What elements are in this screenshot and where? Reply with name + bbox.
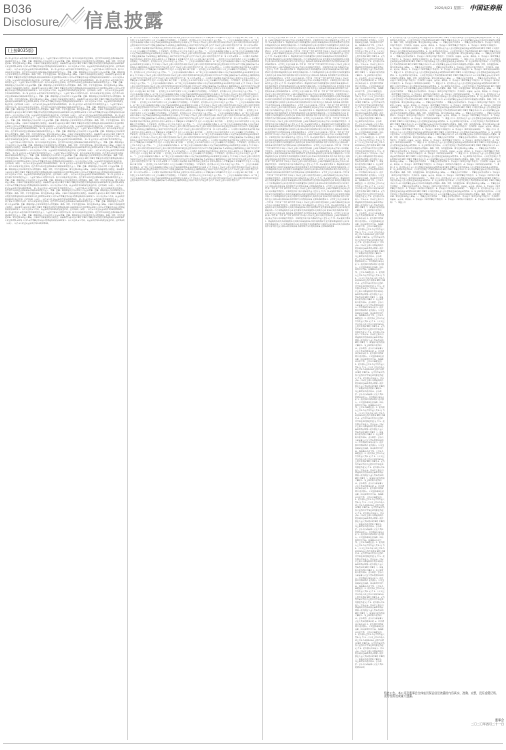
- column-text: 第二节 公司基本情况 一、公司简介 股票简称 股票代码 股票上市交易所 联系人和联系方式 董事会秘书 证券事务代表 姓名 办公地址 电话 电子信箱 二、报告期主要业务或产品简介 公司主要从事相关产品的研发、生产和销售，报告期内公司主营业务未发生重大变化。三、主要会计数据和财务指标 1、近三年主要会计数据和财务指标 公司是否需追溯调整或重述以前年度会计数据 是 否 营业收入 归属于上市公司股东的净利润 归属于上市公司股东的扣除非经常性损益的净利润 经营活动产生的现金流量净额 基本每股收益 稀释每股收益 加权平均净资产收益率 总资产 归属于上市公司股东的净资产 第二节 公司基本情况 一、公司简介 股票简称 股票代码 股票上市交易所 联系人和联系方式 董事会秘书 证券事务代表 姓名 办公地址 电话 电子信箱 二、报告期主要业务或产品简介 公司主要从事相关产品的研发、生产和销售，报告期内公司主营业务未发生重大变化。三、主要会计数据和财务指标 1、近三年主要会计数据和财务指标 公司是否需追溯调整或重述以前年度会计数据 是 否 营业收入 归属于上市公司股东的净利润 归属于上市公司股东的扣除非经常性损益的净利润 经营活动产生的现金流量净额 基本每股收益 稀释每股收益 加权平均净资产收益率 总资产 归属于上市公司股东的净资产 第二节 公司基本情况 一、公司简介 股票简称 股票代码 股票上市交易所 联系人和联系方式 董事会秘书 证券事务代表 姓名 办公地址 电话 电子信箱 二、报告期主要业务或产品简介 公司主要从事相关产品的研发、生产和销售，报告期内公司主营业务未发生重大变化。三、主要会计数据和财务指标 1、近三年主要会计数据和财务指标 公司是否需追溯调整或重述以前年度会计数据 是 否 营业收入 归属于上市公司股东的净利润 归属于上市公司股东的扣除非经常性损益的净利润 经营活动产生的现金流量净额 基本每股收益 稀释每股收益 加权平均净资产收益率 总资产 归属于上市公司股东的净资产 第二节 公司基本情况 一、公司简介 股票简称 股票代码 股票上市交易所 联系人和联系方式 董事会秘书 证券事务代表 姓名 办公地址 电话 电子信箱 二、报告期主要业务或产品简介 公司主要从事相关产品的研发、生产和销售，报告期内公司主营业务未发生重大变化。三、主要会计数据和财务指标 1、近三年主要会计数据和财务指标 公司是否需追溯调整或重述以前年度会计数据 是 否 营业收入 归属于上市公司股东的净利润 归属于上市公司股东的扣除非经常性损益的净利润 经营活动产生的现金流量净额 基本每股收益 稀释每股收益 加权平均净资产收益率 总资产 归属于上市公司股东的净资产 第二节 公司基本情况 一、公司简介 股票简称 股票代码 股票上市交易所 联系人和联系方式 董事会秘书 证券事务代表 姓名 办公地址 电话 电子信箱 二、报告期主要业务或产品简介 公司主要从事相关产品的研发、生产和销售，报告期内公司主营业务未发生重大变化。三、主要会计数据和财务指标 1、近三年主要会计数据和财务指标 公司是否需追溯调整或重述以前年度会计数据 是 否 营业收入 归属于上市公司股东的净利润 归属于上市公司股东的扣除非经常性损益的净利润 经营活动产生的现金流量净额 基本每股收益 稀释每股收益 加权平均净资产收益率 总资产 归属于上市公司股东的净资产 第二节 公司基本情况 一、公司简介 股票简称 股票代码 股票上市交易所 联系人和联系方式 董事会秘书 证券事务代表 姓名 办公地址 电话 电子信箱 二、报告期主要业务或产品简介 公司主要从事相关产品的研发、生产和销售，报告期内公司主营业务未发生重大变化。三、主要会计数据和财务指标 1、近三年主要会计数据和财务指标 公司是否需追溯调整或重述以前年度会计数据 是 否 营业收入 归属于上市公司股东的净利润 归属于上市公司股东的扣除非经常性损益的净利润 经营活动产生的现金流量净额 基本每股收益 稀释每股收益 加权平均净资产收益率 总资产 归属于上市公司股东的净资产 第二节 公司基本情况 一、公司简介 股票简称 股票代码 股票上市交易所 联系人和联系方式 董事会秘书 证券事务代表 姓名 办公地址 电话 电子信箱 二、报告期主要业务或产品简介 公司主要从事相关产品的研发、生产和销售，报告期内公司主营业务未发生重大变化。三、主要会计数据和财务指标 1、近三年主要会计数据和财务指标 公司是否需追溯调整或重述以前年度会计数据 是 否 营业收入 归属于上市公司股东的净利润 归属于上市公司股东的扣除非经常性损益的净利润 经营活动产生的现金流量净额 基本每股收益 稀释每股收益 加权平均净资产收益率 总资产 归属于上市公司股东的净资产 第二节 公司基本情况 一、公司简介 股票简称 股票代码 股票上市交易所 联系人和联系方式 董事会秘书 证券事务代表 姓名 办公地址 电话 电子信箱 二、报告期主要业务或产品简介 公司主要从事相关产品的研发、生产和销售，报告期内公司主营业务未发生重大变化。三、主要会计数据和财务指标 1、近三年主要会计数据和财务指标 公司是否需追溯调整或重述以前年度会计数据 是 否 营业收入 归属于上市公司股东的净利润 归属于上市公司股东的扣除非经常性损益的净利润 经营活动产生的现金流量净额 基本每股收益 稀释每股收益 加权平均净资产收益率 总资产 归属于上市公司股东的净资产 第二节 公司基本情况 一、公司简介 股票简称 股票代码 股票上市交易所 联系人和联系方式 董事会秘书 证券事务代表 姓名 办公地址 电话 电子信箱 二、报告期主要业务或产品简介 公司主要从事相关产品的研发、生产和销售，报告期内公司主营业务未发生重大变化。三、主要会计数据和财务指标 1、近三年主要会计数据和财务指标 公司是否需追溯调整或重述以前年度会计数据 是 否 营业收入 归属于上市公司股东的净利润 归属于上市公司股东的扣除非经常性损益的净利润 经营活动产生的现金流量净额 基本每股收益 稀释每股收益 加权平均净资产收益率 总资产 归属于上市公司股东的净资产 第二节 公司基本情况 一、公司简介 股票简称 股票代码 股票上市交易所 联系人和联系方式 董事会秘书 证券事务代表 姓名 办公地址 电话 电子信箱 二、报告期主要业务或产品简介 公司主要从事相关产品的研发、生产和销售，报告期内公司主营业务未发生重大变化。三、主要会计数据和财务指标 1、近三年主要会计数据和财务指标 公司是否需追溯调整或重述以前年度会计数据 是 否 营业收入 归属于上市公司股东的净利润 归属于上市公司股东的扣除非经常性损益的净利润 经营活动产生的现金流量净额 基本每股收益 稀释每股收益 加权平均净资产收益率 总资产 归属于上市公司股东的净资产 第二节 公司基本情况 一、公司简介 股票简称 股票代码 股票上市交易所 联系人和联系方式 董事会秘书 证券事务代表 姓名 办公地址 电话 电子信箱 二、报告期主要业务或产品简介 公司主要从事相关产品的研发、生产和销售，报告期内公司主营业务未发生重大变化。三、主要会计数据和财务指标 1、近三年主要会计数据和财务指标 公司是否需追溯调整或重述以前年度会计数据 是 否 营业收入 归属于上市公司股东的净利润 归属于上市公司股东的扣除非经常性损益的净利润 经营活动产生的现金流量净额 基本每股收益 稀释每股收益 加权平均净资产收益率 总资产 归属于上市公司股东的净资产 第二节 公司基本情况 一、公司简介 股票简称 股票代码 股票上市交易所 联系人和联系方式 董事会秘书 证券事务代表 姓名 办公地址 电话 电子信箱 二、报告期主要业务或产品简介 公司主要从事相关产品的研发、生产和销售，报告期内公司主营业务未发生重大变化。三、主要会计数据和财务指标 1、近三年主要会计数据和财务指标 公司是否需追溯调整或重述以前年度会计数据 是 否 营业收入 归属于上市公司股东的净利润 归属于上市公司股东的扣除非经常性损益的净利润 经营活动产生的现金流量净额 基本每股收益 稀释每股收益 加权平均净资产收益率 总资产 归属于上市公司股东的净资产 第二节 公司基本情况 一、公司简介 股票简称 股票代码 股票上市交易所 联系人和联系方式 董事会秘书 证券事务代表 姓名 办公地址 电话 电子信箱 二、报告期主要业务或产品简介 公司主要从事相关产品的研发、生产和销售，报告期内公司主营业务未发生重大变化。三、主要会计数据和财务指标 1、近三年主要会计数据和财务指标 公司是否需追溯调整或重述以前年度会计数据 是 否 营业收入 归属于上市公司股东的净利润 归属于上市公司股东的扣除非经常性损益的净利润 经营活动产生的现金流量净额 基本每股收益 稀释每股收益 加权平均净资产收益率 总资产 归属于上市公司股东的净资产 第二节 公司基本情况 一、公司简介 股票简称 股票代码 股票上市交易所 联系人和联系方式 董事会秘书 证券事务代表 姓名 办公地址 电话 电子信箱 二、报告期主要业务或产品简介 公司主要从事相关产品的研发、生产和销售，报告期内公司主营业务未发生重大变化。三、主要会计数据和财务指标 1、近三年主要会计数据和财务指标 公司是否需追溯调整或重述以前年度会计数据 是 否 营业收入 归属于上市公司股东的净利润 归属于上市公司股东的扣除非经常性损益的净利润 经营活动产生的现金流量净额 基本每股收益 稀释每股收益 加权平均净资产收益率 总资产 归属于上市公司股东的净资产: [130, 37, 260, 183]
- text-column: [263, 37, 353, 740]
- page-body: [3, 37, 503, 740]
- newspaper-logo: 中国证券报: [469, 4, 502, 12]
- header-rule: [3, 34, 503, 35]
- decorative-lines-icon: [58, 6, 86, 28]
- signature-org: 董事会: [494, 718, 504, 722]
- column-text: 第一节 重要提示 本报告摘要来自年度报告全文，为全面了解本公司的经营成果、财务状况及未来发展规划，投资者应当到证监会指定媒体仔细阅读年度报告全文。董事、监事、高级管理人员异议声明 公司全体董事、监事、高级管理人员保证年度报告内容的真实、准确、完整，不存在虚假记载、误导性陈述或重大遗漏，并承担个别和连带的法律责任。非标准审计意见提示 适用 不适用 董事会审议的报告期普通股利润分配预案或公积金转增股本预案 公司经本次董事会审议通过的普通股利润分配预案为：以公司总股本为基数，向全体股东每10股派发现金红利，送红股0股（含税），以资本公积金向全体股东每10股转增0股。 第一节 重要提示 本报告摘要来自年度报告全文，为全面了解本公司的经营成果、财务状况及未来发展规划，投资者应当到证监会指定媒体仔细阅读年度报告全文。董事、监事、高级管理人员异议声明 公司全体董事、监事、高级管理人员保证年度报告内容的真实、准确、完整，不存在虚假记载、误导性陈述或重大遗漏，并承担个别和连带的法律责任。非标准审计意见提示 适用 不适用 董事会审议的报告期普通股利润分配预案或公积金转增股本预案 公司经本次董事会审议通过的普通股利润分配预案为：以公司总股本为基数，向全体股东每10股派发现金红利，送红股0股（含税），以资本公积金向全体股东每10股转增0股。 第一节 重要提示 本报告摘要来自年度报告全文，为全面了解本公司的经营成果、财务状况及未来发展规划，投资者应当到证监会指定媒体仔细阅读年度报告全文。董事、监事、高级管理人员异议声明 公司全体董事、监事、高级管理人员保证年度报告内容的真实、准确、完整，不存在虚假记载、误导性陈述或重大遗漏，并承担个别和连带的法律责任。非标准审计意见提示 适用 不适用 董事会审议的报告期普通股利润分配预案或公积金转增股本预案 公司经本次董事会审议通过的普通股利润分配预案为：以公司总股本为基数，向全体股东每10股派发现金红利，送红股0股（含税），以资本公积金向全体股东每10股转增0股。 第一节 重要提示 本报告摘要来自年度报告全文，为全面了解本公司的经营成果、财务状况及未来发展规划，投资者应当到证监会指定媒体仔细阅读年度报告全文。董事、监事、高级管理人员异议声明 公司全体董事、监事、高级管理人员保证年度报告内容的真实、准确、完整，不存在虚假记载、误导性陈述或重大遗漏，并承担个别和连带的法律责任。非标准审计意见提示 适用 不适用 董事会审议的报告期普通股利润分配预案或公积金转增股本预案 公司经本次董事会审议通过的普通股利润分配预案为：以公司总股本为基数，向全体股东每10股派发现金红利，送红股0股（含税），以资本公积金向全体股东每10股转增0股。 第一节 重要提示 本报告摘要来自年度报告全文，为全面了解本公司的经营成果、财务状况及未来发展规划，投资者应当到证监会指定媒体仔细阅读年度报告全文。董事、监事、高级管理人员异议声明 公司全体董事、监事、高级管理人员保证年度报告内容的真实、准确、完整，不存在虚假记载、误导性陈述或重大遗漏，并承担个别和连带的法律责任。非标准审计意见提示 适用 不适用 董事会审议的报告期普通股利润分配预案或公积金转增股本预案 公司经本次董事会审议通过的普通股利润分配预案为：以公司总股本为基数，向全体股东每10股派发现金红利，送红股0股（含税），以资本公积金向全体股东每10股转增0股。 第一节 重要提示 本报告摘要来自年度报告全文，为全面了解本公司的经营成果、财务状况及未来发展规划，投资者应当到证监会指定媒体仔细阅读年度报告全文。董事、监事、高级管理人员异议声明 公司全体董事、监事、高级管理人员保证年度报告内容的真实、准确、完整，不存在虚假记载、误导性陈述或重大遗漏，并承担个别和连带的法律责任。非标准审计意见提示 适用 不适用 董事会审议的报告期普通股利润分配预案或公积金转增股本预案 公司经本次董事会审议通过的普通股利润分配预案为：以公司总股本为基数，向全体股东每10股派发现金红利，送红股0股（含税），以资本公积金向全体股东每10股转增0股。 第一节 重要提示 本报告摘要来自年度报告全文，为全面了解本公司的经营成果、财务状况及未来发展规划，投资者应当到证监会指定媒体仔细阅读年度报告全文。董事、监事、高级管理人员异议声明 公司全体董事、监事、高级管理人员保证年度报告内容的真实、准确、完整，不存在虚假记载、误导性陈述或重大遗漏，并承担个别和连带的法律责任。非标准审计意见提示 适用 不适用 董事会审议的报告期普通股利润分配预案或公积金转增股本预案 公司经本次董事会审议通过的普通股利润分配预案为：以公司总股本为基数，向全体股东每10股派发现金红利，送红股0股（含税），以资本公积金向全体股东每10股转增0股。 第一节 重要提示 本报告摘要来自年度报告全文，为全面了解本公司的经营成果、财务状况及未来发展规划，投资者应当到证监会指定媒体仔细阅读年度报告全文。董事、监事、高级管理人员异议声明 公司全体董事、监事、高级管理人员保证年度报告内容的真实、准确、完整，不存在虚假记载、误导性陈述或重大遗漏，并承担个别和连带的法律责任。非标准审计意见提示 适用 不适用 董事会审议的报告期普通股利润分配预案或公积金转增股本预案 公司经本次董事会审议通过的普通股利润分配预案为：以公司总股本为基数，向全体股东每10股派发现金红利，送红股0股（含税），以资本公积金向全体股东每10股转增0股。 第一节 重要提示 本报告摘要来自年度报告全文，为全面了解本公司的经营成果、财务状况及未来发展规划，投资者应当到证监会指定媒体仔细阅读年度报告全文。董事、监事、高级管理人员异议声明 公司全体董事、监事、高级管理人员保证年度报告内容的真实、准确、完整，不存在虚假记载、误导性陈述或重大遗漏，并承担个别和连带的法律责任。非标准审计意见提示 适用 不适用 董事会审议的报告期普通股利润分配预案或公积金转增股本预案 公司经本次董事会审议通过的普通股利润分配预案为：以公司总股本为基数，向全体股东每10股派发现金红利，送红股0股（含税），以资本公积金向全体股东每10股转增0股。 第一节 重要提示 本报告摘要来自年度报告全文，为全面了解本公司的经营成果、财务状况及未来发展规划，投资者应当到证监会指定媒体仔细阅读年度报告全文。董事、监事、高级管理人员异议声明 公司全体董事、监事、高级管理人员保证年度报告内容的真实、准确、完整，不存在虚假记载、误导性陈述或重大遗漏，并承担个别和连带的法律责任。非标准审计意见提示 适用 不适用 董事会审议的报告期普通股利润分配预案或公积金转增股本预案 公司经本次董事会审议通过的普通股利润分配预案为：以公司总股本为基数，向全体股东每10股派发现金红利，送红股0股（含税），以资本公积金向全体股东每10股转增0股。 第一节 重要提示 本报告摘要来自年度报告全文，为全面了解本公司的经营成果、财务状况及未来发展规划，投资者应当到证监会指定媒体仔细阅读年度报告全文。董事、监事、高级管理人员异议声明 公司全体董事、监事、高级管理人员保证年度报告内容的真实、准确、完整，不存在虚假记载、误导性陈述或重大遗漏，并承担个别和连带的法律责任。非标准审计意见提示 适用 不适用 董事会审议的报告期普通股利润分配预案或公积金转增股本预案 公司经本次董事会审议通过的普通股利润分配预案为：以公司总股本为基数，向全体股东每10股派发现金红利，送红股0股（含税），以资本公积金向全体股东每10股转增0股。 第一节 重要提示 本报告摘要来自年度报告全文，为全面了解本公司的经营成果、财务状况及未来发展规划，投资者应当到证监会指定媒体仔细阅读年度报告全文。董事、监事、高级管理人员异议声明 公司全体董事、监事、高级管理人员保证年度报告内容的真实、准确、完整，不存在虚假记载、误导性陈述或重大遗漏，并承担个别和连带的法律责任。非标准审计意见提示 适用 不适用 董事会审议的报告期普通股利润分配预案或公积金转增股本预案 公司经本次董事会审议通过的普通股利润分配预案为：以公司总股本为基数，向全体股东每10股派发现金红利，送红股0股（含税），以资本公积金向全体股东每10股转增0股。 第一节 重要提示 本报告摘要来自年度报告全文，为全面了解本公司的经营成果、财务状况及未来发展规划，投资者应当到证监会指定媒体仔细阅读年度报告全文。董事、监事、高级管理人员异议声明 公司全体董事、监事、高级管理人员保证年度报告内容的真实、准确、完整，不存在虚假记载、误导性陈述或重大遗漏，并承担个别和连带的法律责任。非标准审计意见提示 适用 不适用 董事会审议的报告期普通股利润分配预案或公积金转增股本预案 公司经本次董事会审议通过的普通股利润分配预案为：以公司总股本为基数，向全体股东每10股派发现金红利，送红股0股（含税），以资本公积金向全体股东每10股转增0股。 第一节 重要提示 本报告摘要来自年度报告全文，为全面了解本公司的经营成果、财务状况及未来发展规划，投资者应当到证监会指定媒体仔细阅读年度报告全文。董事、监事、高级管理人员异议声明 公司全体董事、监事、高级管理人员保证年度报告内容的真实、准确、完整，不存在虚假记载、误导性陈述或重大遗漏，并承担个别和连带的法律责任。非标准审计意见提示 适用 不适用 董事会审议的报告期普通股利润分配预案或公积金转增股本预案 公司经本次董事会审议通过的普通股利润分配预案为：以公司总股本为基数，向全体股东每10股派发现金红利，送红股0股（含税），以资本公积金向全体股东每10股转增0股。: [5, 58, 125, 225]
- text-column: [353, 37, 388, 740]
- footer-rule: [3, 743, 503, 744]
- masthead: [0, 0, 506, 34]
- column-text: 2、报告期内发生重大会计差错更正需追溯重述的情况说明 适用 不适用 公司报告期无重大会计差错更正需追溯重述的情况。3、与上年度财务报告相比，合并报表范围发生变化的情况说明 适用 不适用 董事会决议公告 本公司及董事会全体成员保证信息披露的内容真实、准确、完整，没有虚假记载、误导性陈述或重大遗漏。一、董事会会议召开情况 二、董事会会议审议情况 1、审议通过《年度总经理工作报告》 表决结果：同意票，反对票，弃权票。2、审议通过《年度董事会工作报告》 3、审议通过《年度财务决算报告》 4、审议通过《年度利润分配预案》 三、备查文件 2、报告期内发生重大会计差错更正需追溯重述的情况说明 适用 不适用 公司报告期无重大会计差错更正需追溯重述的情况。3、与上年度财务报告相比，合并报表范围发生变化的情况说明 适用 不适用 董事会决议公告 本公司及董事会全体成员保证信息披露的内容真实、准确、完整，没有虚假记载、误导性陈述或重大遗漏。一、董事会会议召开情况 二、董事会会议审议情况 1、审议通过《年度总经理工作报告》 表决结果：同意票，反对票，弃权票。2、审议通过《年度董事会工作报告》 3、审议通过《年度财务决算报告》 4、审议通过《年度利润分配预案》 三、备查文件 2、报告期内发生重大会计差错更正需追溯重述的情况说明 适用 不适用 公司报告期无重大会计差错更正需追溯重述的情况。3、与上年度财务报告相比，合并报表范围发生变化的情况说明 适用 不适用 董事会决议公告 本公司及董事会全体成员保证信息披露的内容真实、准确、完整，没有虚假记载、误导性陈述或重大遗漏。一、董事会会议召开情况 二、董事会会议审议情况 1、审议通过《年度总经理工作报告》 表决结果：同意票，反对票，弃权票。2、审议通过《年度董事会工作报告》 3、审议通过《年度财务决算报告》 4、审议通过《年度利润分配预案》 三、备查文件 2、报告期内发生重大会计差错更正需追溯重述的情况说明 适用 不适用 公司报告期无重大会计差错更正需追溯重述的情况。3、与上年度财务报告相比，合并报表范围发生变化的情况说明 适用 不适用 董事会决议公告 本公司及董事会全体成员保证信息披露的内容真实、准确、完整，没有虚假记载、误导性陈述或重大遗漏。一、董事会会议召开情况 二、董事会会议审议情况 1、审议通过《年度总经理工作报告》 表决结果：同意票，反对票，弃权票。2、审议通过《年度董事会工作报告》 3、审议通过《年度财务决算报告》 4、审议通过《年度利润分配预案》 三、备查文件 2、报告期内发生重大会计差错更正需追溯重述的情况说明 适用 不适用 公司报告期无重大会计差错更正需追溯重述的情况。3、与上年度财务报告相比，合并报表范围发生变化的情况说明 适用 不适用 董事会决议公告 本公司及董事会全体成员保证信息披露的内容真实、准确、完整，没有虚假记载、误导性陈述或重大遗漏。一、董事会会议召开情况 二、董事会会议审议情况 1、审议通过《年度总经理工作报告》 表决结果：同意票，反对票，弃权票。2、审议通过《年度董事会工作报告》 3、审议通过《年度财务决算报告》 4、审议通过《年度利润分配预案》 三、备查文件 2、报告期内发生重大会计差错更正需追溯重述的情况说明 适用 不适用 公司报告期无重大会计差错更正需追溯重述的情况。3、与上年度财务报告相比，合并报表范围发生变化的情况说明 适用 不适用 董事会决议公告 本公司及董事会全体成员保证信息披露的内容真实、准确、完整，没有虚假记载、误导性陈述或重大遗漏。一、董事会会议召开情况 二、董事会会议审议情况 1、审议通过《年度总经理工作报告》 表决结果：同意票，反对票，弃权票。2、审议通过《年度董事会工作报告》 3、审议通过《年度财务决算报告》 4、审议通过《年度利润分配预案》 三、备查文件 2、报告期内发生重大会计差错更正需追溯重述的情况说明 适用 不适用 公司报告期无重大会计差错更正需追溯重述的情况。3、与上年度财务报告相比，合并报表范围发生变化的情况说明 适用 不适用 董事会决议公告 本公司及董事会全体成员保证信息披露的内容真实、准确、完整，没有虚假记载、误导性陈述或重大遗漏。一、董事会会议召开情况 二、董事会会议审议情况 1、审议通过《年度总经理工作报告》 表决结果：同意票，反对票，弃权票。2、审议通过《年度董事会工作报告》 3、审议通过《年度财务决算报告》 4、审议通过《年度利润分配预案》 三、备查文件 2、报告期内发生重大会计差错更正需追溯重述的情况说明 适用 不适用 公司报告期无重大会计差错更正需追溯重述的情况。3、与上年度财务报告相比，合并报表范围发生变化的情况说明 适用 不适用 董事会决议公告 本公司及董事会全体成员保证信息披露的内容真实、准确、完整，没有虚假记载、误导性陈述或重大遗漏。一、董事会会议召开情况 二、董事会会议审议情况 1、审议通过《年度总经理工作报告》 表决结果：同意票，反对票，弃权票。2、审议通过《年度董事会工作报告》 3、审议通过《年度财务决算报告》 4、审议通过《年度利润分配预案》 三、备查文件 2、报告期内发生重大会计差错更正需追溯重述的情况说明 适用 不适用 公司报告期无重大会计差错更正需追溯重述的情况。3、与上年度财务报告相比，合并报表范围发生变化的情况说明 适用 不适用 董事会决议公告 本公司及董事会全体成员保证信息披露的内容真实、准确、完整，没有虚假记载、误导性陈述或重大遗漏。一、董事会会议召开情况 二、董事会会议审议情况 1、审议通过《年度总经理工作报告》 表决结果：同意票，反对票，弃权票。2、审议通过《年度董事会工作报告》 3、审议通过《年度财务决算报告》 4、审议通过《年度利润分配预案》 三、备查文件 2、报告期内发生重大会计差错更正需追溯重述的情况说明 适用 不适用 公司报告期无重大会计差错更正需追溯重述的情况。3、与上年度财务报告相比，合并报表范围发生变化的情况说明 适用 不适用 董事会决议公告 本公司及董事会全体成员保证信息披露的内容真实、准确、完整，没有虚假记载、误导性陈述或重大遗漏。一、董事会会议召开情况 二、董事会会议审议情况 1、审议通过《年度总经理工作报告》 表决结果：同意票，反对票，弃权票。2、审议通过《年度董事会工作报告》 3、审议通过《年度财务决算报告》 4、审议通过《年度利润分配预案》 三、备查文件 2、报告期内发生重大会计差错更正需追溯重述的情况说明 适用 不适用 公司报告期无重大会计差错更正需追溯重述的情况。3、与上年度财务报告相比，合并报表范围发生变化的情况说明 适用 不适用 董事会决议公告 本公司及董事会全体成员保证信息披露的内容真实、准确、完整，没有虚假记载、误导性陈述或重大遗漏。一、董事会会议召开情况 二、董事会会议审议情况 1、审议通过《年度总经理工作报告》 表决结果：同意票，反对票，弃权票。2、审议通过《年度董事会工作报告》 3、审议通过《年度财务决算报告》 4、审议通过《年度利润分配预案》 三、备查文件 2、报告期内发生重大会计差错更正需追溯重述的情况说明 适用 不适用 公司报告期无重大会计差错更正需追溯重述的情况。3、与上年度财务报告相比，合并报表范围发生变化的情况说明 适用 不适用 董事会决议公告 本公司及董事会全体成员保证信息披露的内容真实、准确、完整，没有虚假记载、误导性陈述或重大遗漏。一、董事会会议召开情况 二、董事会会议审议情况 1、审议通过《年度总经理工作报告》 表决结果：同意票，反对票，弃权票。2、审议通过《年度董事会工作报告》 3、审议通过《年度财务决算报告》 4、审议通过《年度利润分配预案》 三、备查文件 2、报告期内发生重大会计差错更正需追溯重述的情况说明 适用 不适用 公司报告期无重大会计差错更正需追溯重述的情况。3、与上年度财务报告相比，合并报表范围发生变化的情况说明 适用 不适用 董事会决议公告 本公司及董事会全体成员保证信息披露的内容真实、准确、完整，没有虚假记载、误导性陈述或重大遗漏。一、董事会会议召开情况 二、董事会会议审议情况 1、审议通过《年度总经理工作报告》 表决结果：同意票，反对票，弃权票。2、审议通过《年度董事会工作报告》 3、审议通过《年度财务决算报告》 4、审议通过《年度利润分配预案》 三、备查文件 2、报告期内发生重大会计差错更正需追溯重述的情况说明 适用 不适用 公司报告期无重大会计差错更正需追溯重述的情况。3、与上年度财务报告相比，合并报表范围发生变化的情况说明 适用 不适用 董事会决议公告 本公司及董事会全体成员保证信息披露的内容真实、准确、完整，没有虚假记载、误导性陈述或重大遗漏。一、董事会会议召开情况 二、董事会会议审议情况 1、审议通过《年度总经理工作报告》 表决结果：同意票，反对票，弃权票。2、审议通过《年度董事会工作报告》 3、审议通过《年度财务决算报告》 4、审议通过《年度利润分配预案》 三、备查文件: [390, 37, 501, 204]
- text-column: [3, 37, 128, 740]
- text-column: [128, 37, 263, 740]
- column-text: 五、经营情况讨论与分析 1、报告期经营情况简介 报告期内，公司坚持既定发展战略，围绕年度经营目标，持续推进各项工作，主营业务稳健发展。2、报告期内主营业务是否存在重大变化 是 否 3、占公司主营业务收入或主营业务利润10%以上的产品情况 适用 不适用 4、是否存在需要特别关注的经营季节性或周期性特征 是 否 5、报告期内营业收入、营业成本、归属于上市公司普通股股东的净利润总额或者构成较前一报告期发生重大变化的说明 适用 不适用 六、涉及财务报告的相关事项 1、与上年度财务报告相比，会计政策、会计估计和核算方法发生变化的情况说明 五、经营情况讨论与分析 1、报告期经营情况简介 报告期内，公司坚持既定发展战略，围绕年度经营目标，持续推进各项工作，主营业务稳健发展。2、报告期内主营业务是否存在重大变化 是 否 3、占公司主营业务收入或主营业务利润10%以上的产品情况 适用 不适用 4、是否存在需要特别关注的经营季节性或周期性特征 是 否 5、报告期内营业收入、营业成本、归属于上市公司普通股股东的净利润总额或者构成较前一报告期发生重大变化的说明 适用 不适用 六、涉及财务报告的相关事项 1、与上年度财务报告相比，会计政策、会计估计和核算方法发生变化的情况说明 五、经营情况讨论与分析 1、报告期经营情况简介 报告期内，公司坚持既定发展战略，围绕年度经营目标，持续推进各项工作，主营业务稳健发展。2、报告期内主营业务是否存在重大变化 是 否 3、占公司主营业务收入或主营业务利润10%以上的产品情况 适用 不适用 4、是否存在需要特别关注的经营季节性或周期性特征 是 否 5、报告期内营业收入、营业成本、归属于上市公司普通股股东的净利润总额或者构成较前一报告期发生重大变化的说明 适用 不适用 六、涉及财务报告的相关事项 1、与上年度财务报告相比，会计政策、会计估计和核算方法发生变化的情况说明 五、经营情况讨论与分析 1、报告期经营情况简介 报告期内，公司坚持既定发展战略，围绕年度经营目标，持续推进各项工作，主营业务稳健发展。2、报告期内主营业务是否存在重大变化 是 否 3、占公司主营业务收入或主营业务利润10%以上的产品情况 适用 不适用 4、是否存在需要特别关注的经营季节性或周期性特征 是 否 5、报告期内营业收入、营业成本、归属于上市公司普通股股东的净利润总额或者构成较前一报告期发生重大变化的说明 适用 不适用 六、涉及财务报告的相关事项 1、与上年度财务报告相比，会计政策、会计估计和核算方法发生变化的情况说明 五、经营情况讨论与分析 1、报告期经营情况简介 报告期内，公司坚持既定发展战略，围绕年度经营目标，持续推进各项工作，主营业务稳健发展。2、报告期内主营业务是否存在重大变化 是 否 3、占公司主营业务收入或主营业务利润10%以上的产品情况 适用 不适用 4、是否存在需要特别关注的经营季节性或周期性特征 是 否 5、报告期内营业收入、营业成本、归属于上市公司普通股股东的净利润总额或者构成较前一报告期发生重大变化的说明 适用 不适用 六、涉及财务报告的相关事项 1、与上年度财务报告相比，会计政策、会计估计和核算方法发生变化的情况说明 五、经营情况讨论与分析 1、报告期经营情况简介 报告期内，公司坚持既定发展战略，围绕年度经营目标，持续推进各项工作，主营业务稳健发展。2、报告期内主营业务是否存在重大变化 是 否 3、占公司主营业务收入或主营业务利润10%以上的产品情况 适用 不适用 4、是否存在需要特别关注的经营季节性或周期性特征 是 否 5、报告期内营业收入、营业成本、归属于上市公司普通股股东的净利润总额或者构成较前一报告期发生重大变化的说明 适用 不适用 六、涉及财务报告的相关事项 1、与上年度财务报告相比，会计政策、会计估计和核算方法发生变化的情况说明 五、经营情况讨论与分析 1、报告期经营情况简介 报告期内，公司坚持既定发展战略，围绕年度经营目标，持续推进各项工作，主营业务稳健发展。2、报告期内主营业务是否存在重大变化 是 否 3、占公司主营业务收入或主营业务利润10%以上的产品情况 适用 不适用 4、是否存在需要特别关注的经营季节性或周期性特征 是 否 5、报告期内营业收入、营业成本、归属于上市公司普通股股东的净利润总额或者构成较前一报告期发生重大变化的说明 适用 不适用 六、涉及财务报告的相关事项 1、与上年度财务报告相比，会计政策、会计估计和核算方法发生变化的情况说明 五、经营情况讨论与分析 1、报告期经营情况简介 报告期内，公司坚持既定发展战略，围绕年度经营目标，持续推进各项工作，主营业务稳健发展。2、报告期内主营业务是否存在重大变化 是 否 3、占公司主营业务收入或主营业务利润10%以上的产品情况 适用 不适用 4、是否存在需要特别关注的经营季节性或周期性特征 是 否 5、报告期内营业收入、营业成本、归属于上市公司普通股股东的净利润总额或者构成较前一报告期发生重大变化的说明 适用 不适用 六、涉及财务报告的相关事项 1、与上年度财务报告相比，会计政策、会计估计和核算方法发生变化的情况说明 五、经营情况讨论与分析 1、报告期经营情况简介 报告期内，公司坚持既定发展战略，围绕年度经营目标，持续推进各项工作，主营业务稳健发展。2、报告期内主营业务是否存在重大变化 是 否 3、占公司主营业务收入或主营业务利润10%以上的产品情况 适用 不适用 4、是否存在需要特别关注的经营季节性或周期性特征 是 否 5、报告期内营业收入、营业成本、归属于上市公司普通股股东的净利润总额或者构成较前一报告期发生重大变化的说明 适用 不适用 六、涉及财务报告的相关事项 1、与上年度财务报告相比，会计政策、会计估计和核算方法发生变化的情况说明 五、经营情况讨论与分析 1、报告期经营情况简介 报告期内，公司坚持既定发展战略，围绕年度经营目标，持续推进各项工作，主营业务稳健发展。2、报告期内主营业务是否存在重大变化 是 否 3、占公司主营业务收入或主营业务利润10%以上的产品情况 适用 不适用 4、是否存在需要特别关注的经营季节性或周期性特征 是 否 5、报告期内营业收入、营业成本、归属于上市公司普通股股东的净利润总额或者构成较前一报告期发生重大变化的说明 适用 不适用 六、涉及财务报告的相关事项 1、与上年度财务报告相比，会计政策、会计估计和核算方法发生变化的情况说明 五、经营情况讨论与分析 1、报告期经营情况简介 报告期内，公司坚持既定发展战略，围绕年度经营目标，持续推进各项工作，主营业务稳健发展。2、报告期内主营业务是否存在重大变化 是 否 3、占公司主营业务收入或主营业务利润10%以上的产品情况 适用 不适用 4、是否存在需要特别关注的经营季节性或周期性特征 是 否 5、报告期内营业收入、营业成本、归属于上市公司普通股股东的净利润总额或者构成较前一报告期发生重大变化的说明 适用 不适用 六、涉及财务报告的相关事项 1、与上年度财务报告相比，会计政策、会计估计和核算方法发生变化的情况说明 五、经营情况讨论与分析 1、报告期经营情况简介 报告期内，公司坚持既定发展战略，围绕年度经营目标，持续推进各项工作，主营业务稳健发展。2、报告期内主营业务是否存在重大变化 是 否 3、占公司主营业务收入或主营业务利润10%以上的产品情况 适用 不适用 4、是否存在需要特别关注的经营季节性或周期性特征 是 否 5、报告期内营业收入、营业成本、归属于上市公司普通股股东的净利润总额或者构成较前一报告期发生重大变化的说明 适用 不适用 六、涉及财务报告的相关事项 1、与上年度财务报告相比，会计政策、会计估计和核算方法发生变化的情况说明 五、经营情况讨论与分析 1、报告期经营情况简介 报告期内，公司坚持既定发展战略，围绕年度经营目标，持续推进各项工作，主营业务稳健发展。2、报告期内主营业务是否存在重大变化 是 否 3、占公司主营业务收入或主营业务利润10%以上的产品情况 适用 不适用 4、是否存在需要特别关注的经营季节性或周期性特征 是 否 5、报告期内营业收入、营业成本、归属于上市公司普通股股东的净利润总额或者构成较前一报告期发生重大变化的说明 适用 不适用 六、涉及财务报告的相关事项 1、与上年度财务报告相比，会计政策、会计估计和核算方法发生变化的情况说明 五、经营情况讨论与分析 1、报告期经营情况简介 报告期内，公司坚持既定发展战略，围绕年度经营目标，持续推进各项工作，主营业务稳健发展。2、报告期内主营业务是否存在重大变化 是 否 3、占公司主营业务收入或主营业务利润10%以上的产品情况 适用 不适用 4、是否存在需要特别关注的经营季节性或周期性特征 是 否 5、报告期内营业收入、营业成本、归属于上市公司普通股股东的净利润总额或者构成较前一报告期发生重大变化的说明 适用 不适用 六、涉及财务报告的相关事项 1、与上年度财务报告相比，会计政策、会计估计和核算方法发生变化的情况说明: [355, 37, 385, 669]
- column-text: 2、分季度主要会计数据 第一季度 第二季度 第三季度 第四季度 营业收入 归属于上市公司股东的净利润 上述财务指标或其加总数是否与公司已披露季度报告、半年度报告相关财务指标存在重大差异 是 否 四、股本及股东情况 1、普通股股东和表决权恢复的优先股股东数量及前10名股东持股情况表 报告期末普通股股东总数 年度报告披露日前一个月末普通股股东总数 报告期末表决权恢复的优先股股东总数 前10名股东持股情况 股东名称 股东性质 持股比例 持股数量 持有有限售条件的股份数量 质押或冻结情况 2、分季度主要会计数据 第一季度 第二季度 第三季度 第四季度 营业收入 归属于上市公司股东的净利润 上述财务指标或其加总数是否与公司已披露季度报告、半年度报告相关财务指标存在重大差异 是 否 四、股本及股东情况 1、普通股股东和表决权恢复的优先股股东数量及前10名股东持股情况表 报告期末普通股股东总数 年度报告披露日前一个月末普通股股东总数 报告期末表决权恢复的优先股股东总数 前10名股东持股情况 股东名称 股东性质 持股比例 持股数量 持有有限售条件的股份数量 质押或冻结情况 2、分季度主要会计数据 第一季度 第二季度 第三季度 第四季度 营业收入 归属于上市公司股东的净利润 上述财务指标或其加总数是否与公司已披露季度报告、半年度报告相关财务指标存在重大差异 是 否 四、股本及股东情况 1、普通股股东和表决权恢复的优先股股东数量及前10名股东持股情况表 报告期末普通股股东总数 年度报告披露日前一个月末普通股股东总数 报告期末表决权恢复的优先股股东总数 前10名股东持股情况 股东名称 股东性质 持股比例 持股数量 持有有限售条件的股份数量 质押或冻结情况 2、分季度主要会计数据 第一季度 第二季度 第三季度 第四季度 营业收入 归属于上市公司股东的净利润 上述财务指标或其加总数是否与公司已披露季度报告、半年度报告相关财务指标存在重大差异 是 否 四、股本及股东情况 1、普通股股东和表决权恢复的优先股股东数量及前10名股东持股情况表 报告期末普通股股东总数 年度报告披露日前一个月末普通股股东总数 报告期末表决权恢复的优先股股东总数 前10名股东持股情况 股东名称 股东性质 持股比例 持股数量 持有有限售条件的股份数量 质押或冻结情况 2、分季度主要会计数据 第一季度 第二季度 第三季度 第四季度 营业收入 归属于上市公司股东的净利润 上述财务指标或其加总数是否与公司已披露季度报告、半年度报告相关财务指标存在重大差异 是 否 四、股本及股东情况 1、普通股股东和表决权恢复的优先股股东数量及前10名股东持股情况表 报告期末普通股股东总数 年度报告披露日前一个月末普通股股东总数 报告期末表决权恢复的优先股股东总数 前10名股东持股情况 股东名称 股东性质 持股比例 持股数量 持有有限售条件的股份数量 质押或冻结情况 2、分季度主要会计数据 第一季度 第二季度 第三季度 第四季度 营业收入 归属于上市公司股东的净利润 上述财务指标或其加总数是否与公司已披露季度报告、半年度报告相关财务指标存在重大差异 是 否 四、股本及股东情况 1、普通股股东和表决权恢复的优先股股东数量及前10名股东持股情况表 报告期末普通股股东总数 年度报告披露日前一个月末普通股股东总数 报告期末表决权恢复的优先股股东总数 前10名股东持股情况 股东名称 股东性质 持股比例 持股数量 持有有限售条件的股份数量 质押或冻结情况 2、分季度主要会计数据 第一季度 第二季度 第三季度 第四季度 营业收入 归属于上市公司股东的净利润 上述财务指标或其加总数是否与公司已披露季度报告、半年度报告相关财务指标存在重大差异 是 否 四、股本及股东情况 1、普通股股东和表决权恢复的优先股股东数量及前10名股东持股情况表 报告期末普通股股东总数 年度报告披露日前一个月末普通股股东总数 报告期末表决权恢复的优先股股东总数 前10名股东持股情况 股东名称 股东性质 持股比例 持股数量 持有有限售条件的股份数量 质押或冻结情况 2、分季度主要会计数据 第一季度 第二季度 第三季度 第四季度 营业收入 归属于上市公司股东的净利润 上述财务指标或其加总数是否与公司已披露季度报告、半年度报告相关财务指标存在重大差异 是 否 四、股本及股东情况 1、普通股股东和表决权恢复的优先股股东数量及前10名股东持股情况表 报告期末普通股股东总数 年度报告披露日前一个月末普通股股东总数 报告期末表决权恢复的优先股股东总数 前10名股东持股情况 股东名称 股东性质 持股比例 持股数量 持有有限售条件的股份数量 质押或冻结情况 2、分季度主要会计数据 第一季度 第二季度 第三季度 第四季度 营业收入 归属于上市公司股东的净利润 上述财务指标或其加总数是否与公司已披露季度报告、半年度报告相关财务指标存在重大差异 是 否 四、股本及股东情况 1、普通股股东和表决权恢复的优先股股东数量及前10名股东持股情况表 报告期末普通股股东总数 年度报告披露日前一个月末普通股股东总数 报告期末表决权恢复的优先股股东总数 前10名股东持股情况 股东名称 股东性质 持股比例 持股数量 持有有限售条件的股份数量 质押或冻结情况 2、分季度主要会计数据 第一季度 第二季度 第三季度 第四季度 营业收入 归属于上市公司股东的净利润 上述财务指标或其加总数是否与公司已披露季度报告、半年度报告相关财务指标存在重大差异 是 否 四、股本及股东情况 1、普通股股东和表决权恢复的优先股股东数量及前10名股东持股情况表 报告期末普通股股东总数 年度报告披露日前一个月末普通股股东总数 报告期末表决权恢复的优先股股东总数 前10名股东持股情况 股东名称 股东性质 持股比例 持股数量 持有有限售条件的股份数量 质押或冻结情况 2、分季度主要会计数据 第一季度 第二季度 第三季度 第四季度 营业收入 归属于上市公司股东的净利润 上述财务指标或其加总数是否与公司已披露季度报告、半年度报告相关财务指标存在重大差异 是 否 四、股本及股东情况 1、普通股股东和表决权恢复的优先股股东数量及前10名股东持股情况表 报告期末普通股股东总数 年度报告披露日前一个月末普通股股东总数 报告期末表决权恢复的优先股股东总数 前10名股东持股情况 股东名称 股东性质 持股比例 持股数量 持有有限售条件的股份数量 质押或冻结情况 2、分季度主要会计数据 第一季度 第二季度 第三季度 第四季度 营业收入 归属于上市公司股东的净利润 上述财务指标或其加总数是否与公司已披露季度报告、半年度报告相关财务指标存在重大差异 是 否 四、股本及股东情况 1、普通股股东和表决权恢复的优先股股东数量及前10名股东持股情况表 报告期末普通股股东总数 年度报告披露日前一个月末普通股股东总数 报告期末表决权恢复的优先股股东总数 前10名股东持股情况 股东名称 股东性质 持股比例 持股数量 持有有限售条件的股份数量 质押或冻结情况 2、分季度主要会计数据 第一季度 第二季度 第三季度 第四季度 营业收入 归属于上市公司股东的净利润 上述财务指标或其加总数是否与公司已披露季度报告、半年度报告相关财务指标存在重大差异 是 否 四、股本及股东情况 1、普通股股东和表决权恢复的优先股股东数量及前10名股东持股情况表 报告期末普通股股东总数 年度报告披露日前一个月末普通股股东总数 报告期末表决权恢复的优先股股东总数 前10名股东持股情况 股东名称 股东性质 持股比例 持股数量 持有有限售条件的股份数量 质押或冻结情况 2、分季度主要会计数据 第一季度 第二季度 第三季度 第四季度 营业收入 归属于上市公司股东的净利润 上述财务指标或其加总数是否与公司已披露季度报告、半年度报告相关财务指标存在重大差异 是 否 四、股本及股东情况 1、普通股股东和表决权恢复的优先股股东数量及前10名股东持股情况表 报告期末普通股股东总数 年度报告披露日前一个月末普通股股东总数 报告期末表决权恢复的优先股股东总数 前10名股东持股情况 股东名称 股东性质 持股比例 持股数量 持有有限售条件的股份数量 质押或冻结情况: [265, 37, 350, 229]
- issue-date: 2020/4/21 星期二: [434, 6, 464, 10]
- signature-block: [471, 718, 504, 726]
- page-number: B036: [3, 2, 32, 16]
- section-name-en: Disclosure: [3, 15, 60, 29]
- section-name-cn: 信息披露: [84, 10, 165, 32]
- closing-notice: 特此公告。本公司及董事会全体成员保证信息披露的内容真实、准确、完整，没有虚假记载、误导性陈述或重大遗漏。: [384, 691, 499, 699]
- signature-date: 二〇二〇年四月二十一日: [470, 722, 504, 726]
- continued-tag: (上接B035版): [5, 47, 37, 55]
- text-column: [388, 37, 503, 740]
